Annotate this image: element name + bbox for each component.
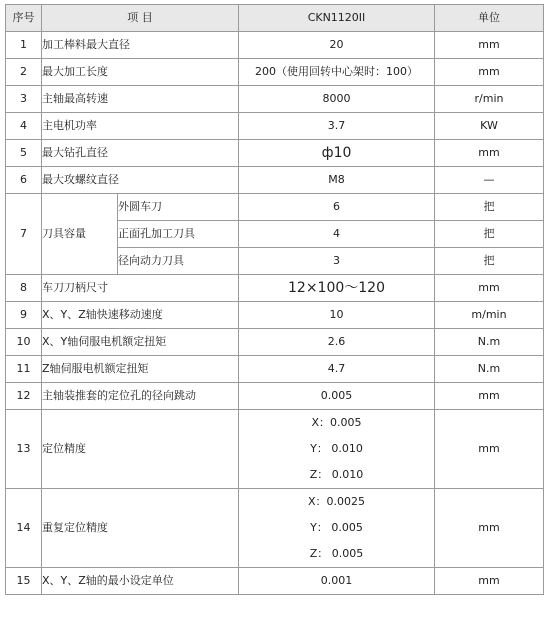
table-row bbox=[6, 86, 544, 113]
table-row bbox=[6, 568, 544, 595]
axis-x-value: X：0.0025 bbox=[307, 495, 366, 508]
row-value: M8 bbox=[239, 167, 435, 194]
row-value: 3 bbox=[239, 248, 435, 275]
axis-z-value: Z： 0.005 bbox=[309, 547, 364, 560]
row-unit: mm bbox=[435, 489, 544, 568]
row-unit: m/min bbox=[435, 302, 544, 329]
row-no: 3 bbox=[6, 86, 42, 113]
row-no: 6 bbox=[6, 167, 42, 194]
table-row bbox=[6, 356, 544, 383]
row-item: 刀具容量 bbox=[42, 194, 118, 275]
row-value: 4 bbox=[239, 221, 435, 248]
row-value: 2.6 bbox=[239, 329, 435, 356]
row-value: ф10 bbox=[239, 140, 435, 167]
row-value: 0.001 bbox=[239, 568, 435, 595]
sub-item: 径向动力刀具 bbox=[118, 248, 239, 275]
row-no: 15 bbox=[6, 568, 42, 595]
axis-y-value: Y： 0.010 bbox=[310, 442, 363, 455]
table-row bbox=[6, 329, 544, 356]
table-row bbox=[6, 194, 544, 221]
table-row bbox=[6, 489, 544, 568]
row-item: 重复定位精度 bbox=[42, 489, 239, 568]
row-unit: 把 bbox=[435, 194, 544, 221]
row-value: 200（使用回转中心架时：100） bbox=[239, 59, 435, 86]
table-row bbox=[6, 140, 544, 167]
row-unit: mm bbox=[435, 383, 544, 410]
row-item: 定位精度 bbox=[42, 410, 239, 489]
table-row bbox=[6, 410, 544, 489]
spec-table bbox=[5, 4, 544, 595]
header-model: CKN1120II bbox=[239, 5, 435, 32]
row-item: 最大钻孔直径 bbox=[42, 140, 239, 167]
row-unit: mm bbox=[435, 410, 544, 489]
row-unit: N.m bbox=[435, 329, 544, 356]
row-no: 4 bbox=[6, 113, 42, 140]
row-item: 加工棒料最大直径 bbox=[42, 32, 239, 59]
sub-item: 正面孔加工刀具 bbox=[118, 221, 239, 248]
row-no: 7 bbox=[6, 194, 42, 275]
row-item: X、Y、Z轴的最小设定单位 bbox=[42, 568, 239, 595]
row-no: 14 bbox=[6, 489, 42, 568]
row-no: 13 bbox=[6, 410, 42, 489]
row-no: 2 bbox=[6, 59, 42, 86]
row-no: 5 bbox=[6, 140, 42, 167]
row-value: 12×100～120 bbox=[239, 275, 435, 302]
sub-item: 外圆车刀 bbox=[118, 194, 239, 221]
row-item: 车刀刀柄尺寸 bbox=[42, 275, 239, 302]
row-unit: mm bbox=[435, 568, 544, 595]
row-item: 最大加工长度 bbox=[42, 59, 239, 86]
row-item: 主轴装推套的定位孔的径向跳动 bbox=[42, 383, 239, 410]
row-value: 6 bbox=[239, 194, 435, 221]
row-no: 12 bbox=[6, 383, 42, 410]
row-unit: N.m bbox=[435, 356, 544, 383]
header-unit: 单位 bbox=[435, 5, 544, 32]
row-no: 11 bbox=[6, 356, 42, 383]
row-unit: — bbox=[435, 167, 544, 194]
row-item: 主电机功率 bbox=[42, 113, 239, 140]
row-unit: r/min bbox=[435, 86, 544, 113]
row-no: 10 bbox=[6, 329, 42, 356]
row-item: X、Y轴伺服电机额定扭矩 bbox=[42, 329, 239, 356]
header-item: 项 目 bbox=[42, 5, 239, 32]
table-row bbox=[6, 383, 544, 410]
table-row bbox=[6, 32, 544, 59]
row-no: 1 bbox=[6, 32, 42, 59]
row-value: 10 bbox=[239, 302, 435, 329]
row-no: 8 bbox=[6, 275, 42, 302]
row-value: 20 bbox=[239, 32, 435, 59]
row-unit: mm bbox=[435, 32, 544, 59]
row-unit: mm bbox=[435, 59, 544, 86]
axis-z-value: Z： 0.010 bbox=[309, 468, 364, 481]
row-value: 4.7 bbox=[239, 356, 435, 383]
table-row bbox=[6, 59, 544, 86]
row-value: 0.005 bbox=[239, 383, 435, 410]
row-item: 最大攻螺纹直径 bbox=[42, 167, 239, 194]
table-row bbox=[6, 167, 544, 194]
table-row bbox=[6, 113, 544, 140]
axis-x-value: X：0.005 bbox=[311, 416, 362, 429]
axis-y-value: Y： 0.005 bbox=[310, 521, 363, 534]
row-item: X、Y、Z轴快速移动速度 bbox=[42, 302, 239, 329]
row-value: 3.7 bbox=[239, 113, 435, 140]
row-unit: mm bbox=[435, 275, 544, 302]
row-unit: 把 bbox=[435, 248, 544, 275]
row-value bbox=[239, 410, 435, 489]
row-item: 主轴最高转速 bbox=[42, 86, 239, 113]
row-unit: 把 bbox=[435, 221, 544, 248]
table-header-row bbox=[6, 5, 544, 32]
table-row bbox=[6, 275, 544, 302]
row-value: 8000 bbox=[239, 86, 435, 113]
row-item: Z轴伺服电机额定扭矩 bbox=[42, 356, 239, 383]
table-row bbox=[6, 302, 544, 329]
row-value bbox=[239, 489, 435, 568]
row-unit: mm bbox=[435, 140, 544, 167]
row-unit: KW bbox=[435, 113, 544, 140]
header-no: 序号 bbox=[6, 5, 42, 32]
row-no: 9 bbox=[6, 302, 42, 329]
